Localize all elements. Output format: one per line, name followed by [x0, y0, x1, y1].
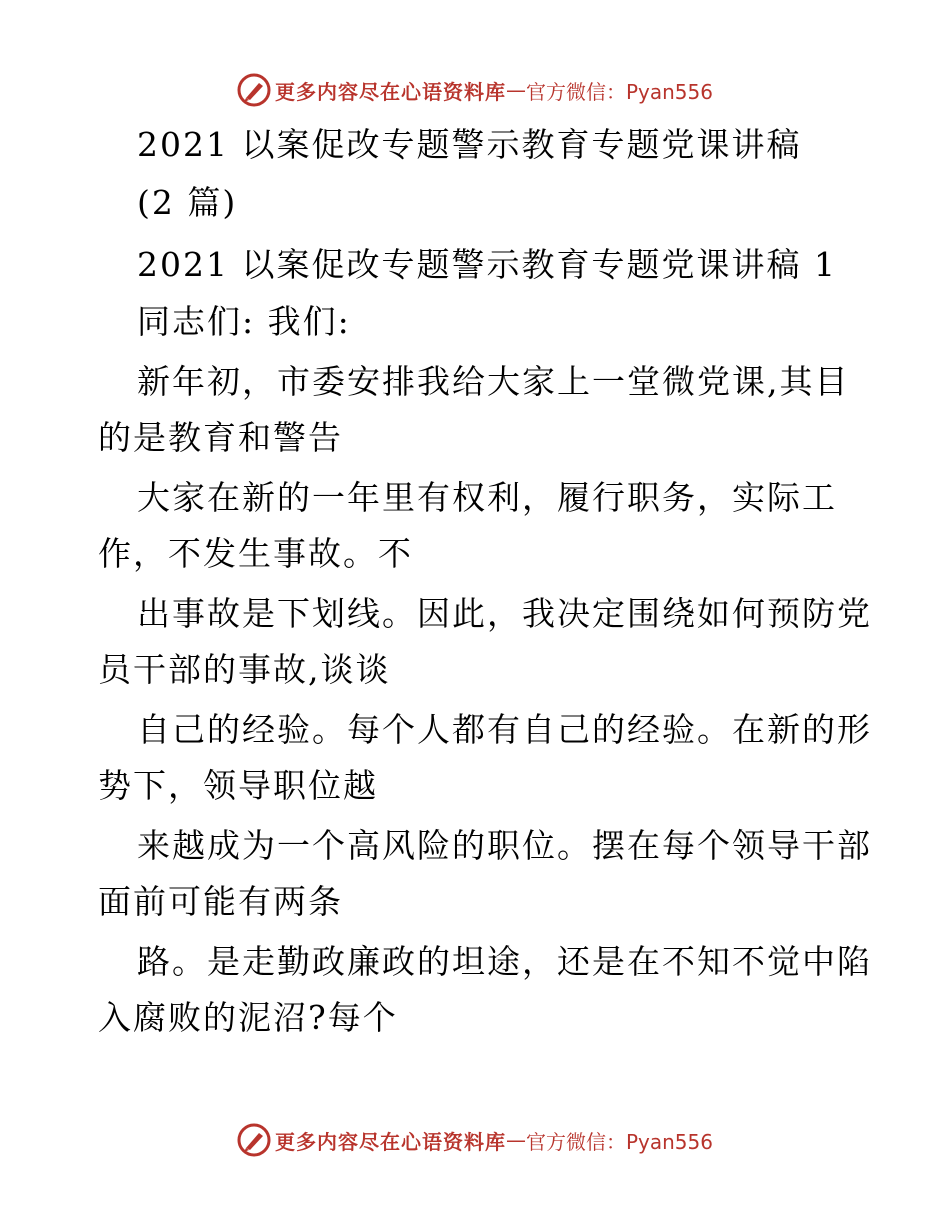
footer-brand-text: 更多内容尽在心语资料库 — [274, 1129, 506, 1154]
paragraph-line: 新年初，市委安排我给大家上一堂微党课,其目 — [137, 362, 850, 401]
footer-separator: — — [505, 1128, 526, 1152]
paragraph-line: 作，不发生事故。不 — [98, 534, 413, 573]
footer-banner — [0, 1118, 950, 1162]
paragraph-line: 的是教育和警告 — [98, 418, 343, 457]
paragraph-line: 员干部的事故,谈谈 — [98, 650, 391, 689]
footer-wechat-text: 官方微信：Pyan556 — [525, 1129, 713, 1154]
paragraph-line: 势下，领导职位越 — [98, 766, 378, 805]
document-title-line-1: 2021 以案促改专题警示教育专题党课讲稿 — [137, 125, 802, 164]
pen-logo-icon — [237, 73, 271, 107]
paragraph-line: 大家在新的一年里有权利，履行职务，实际工 — [137, 478, 837, 517]
header-wechat-text: 官方微信：Pyan556 — [525, 79, 713, 104]
paragraph-line: 路。是走勤政廉政的坦途，还是在不知不觉中陷 — [137, 942, 872, 981]
paragraph-line: 面前可能有两条 — [98, 882, 343, 921]
paragraph-line: 来越成为一个高风险的职位。摆在每个领导干部 — [137, 826, 872, 865]
header-separator: — — [505, 78, 526, 102]
document-title-line-2: (2 篇) — [137, 183, 238, 222]
paragraph-line: 自己的经验。每个人都有自己的经验。在新的形 — [137, 710, 872, 749]
paragraph-line: 出事故是下划线。因此，我决定围绕如何预防党 — [137, 594, 872, 633]
header-banner — [0, 68, 950, 112]
section-title: 2021 以案促改专题警示教育专题党课讲稿 1 — [137, 245, 837, 284]
pen-logo-icon — [237, 1123, 271, 1157]
salutation: 同志们: 我们: — [137, 302, 351, 341]
paragraph-line: 入腐败的泥沼?每个 — [98, 998, 398, 1037]
header-brand-text: 更多内容尽在心语资料库 — [274, 79, 506, 104]
